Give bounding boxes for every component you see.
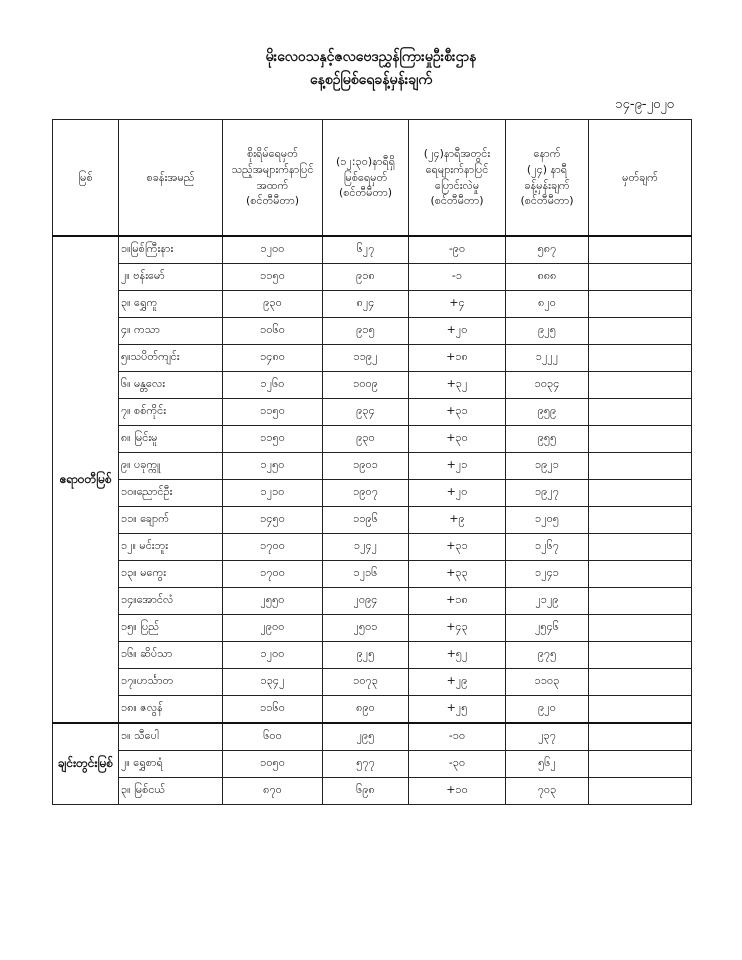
current-level-cell: ၉၁၅ <box>323 318 409 345</box>
forecast-cell: ၁၉၂၁ <box>506 453 589 480</box>
forecast-cell: ၅၈၇ <box>506 236 589 264</box>
station-name-cell: ၁၂။ မင်းဘူး <box>119 534 223 561</box>
danger-level-cell: ၉၃၀ <box>223 291 323 318</box>
header-line: နောက် <box>533 146 561 160</box>
current-level-cell: ၁၀၀၉ <box>323 372 409 399</box>
header-line: မှတ်ချက် <box>622 170 658 184</box>
danger-level-cell: ၂၉၀၀ <box>223 615 323 642</box>
forecast-cell: ၁၂၄၁ <box>506 561 589 588</box>
table-row <box>53 751 692 778</box>
table-row <box>53 291 692 318</box>
current-level-cell: ၁၁၉၂ <box>323 345 409 372</box>
station-name-cell: ၁၇။ဟင်္သာတ <box>119 669 223 696</box>
danger-level-cell: ၁၂၀၀ <box>223 642 323 669</box>
change-cell: +၃၃ <box>409 561 506 588</box>
station-name-cell: ၁၆။ ဆိပ်သာ <box>119 642 223 669</box>
danger-level-cell: ၁၀၆၀ <box>223 318 323 345</box>
danger-level-cell: ၁၃၄၂ <box>223 669 323 696</box>
forecast-cell: ၅၆၂ <box>506 751 589 778</box>
remark-cell <box>589 642 692 669</box>
station-name-cell: ၃။ ရွှေကူ <box>119 291 223 318</box>
forecast-cell: ၉၅၉ <box>506 399 589 426</box>
table-row <box>53 723 692 751</box>
header-remarks <box>589 120 692 237</box>
table-row <box>53 264 692 291</box>
change-cell: +၂၁ <box>409 453 506 480</box>
forecast-cell: ၂၁၂၉ <box>506 588 589 615</box>
header-line: (၁၂:၃၀)နာရီရှိ <box>335 154 396 168</box>
header-danger-level <box>223 120 323 237</box>
remark-cell <box>589 345 692 372</box>
station-name-cell: ၁။ သီပေါ <box>119 723 223 751</box>
table-row <box>53 696 692 724</box>
station-name-cell: ၈။ မြင်းမူ <box>119 426 223 453</box>
change-cell: +၂၉ <box>409 669 506 696</box>
forecast-cell: ၁၉၂၇ <box>506 480 589 507</box>
danger-level-cell: ၁၄၅၀ <box>223 507 323 534</box>
river-name-cell: ချင်းတွင်းမြစ် <box>53 723 119 805</box>
danger-level-cell: ၁၄၈၀ <box>223 345 323 372</box>
change-cell: +၄ <box>409 291 506 318</box>
change-cell: +၃၁ <box>409 534 506 561</box>
change-cell: +၄၃ <box>409 615 506 642</box>
remark-cell <box>589 778 692 805</box>
danger-level-cell: ၁၂၆၀ <box>223 372 323 399</box>
header-line: ပြောင်းလဲမှု <box>434 178 480 192</box>
header-line: စိုးရိမ်ရေမှတ် <box>247 146 298 160</box>
danger-level-cell: ၁၁၆၀ <box>223 696 323 724</box>
forecast-cell: ၉၇၅ <box>506 642 589 669</box>
station-name-cell: ၃။ မြစ်ငယ် <box>119 778 223 805</box>
current-level-cell: ၈၂၄ <box>323 291 409 318</box>
remark-cell <box>589 696 692 724</box>
header-line: အထက် <box>256 178 289 192</box>
header-station <box>119 120 223 237</box>
page-title: မိုးလေဝသနှင့်ဇလဗေဒညွှန်ကြားမှုဦးစီးဌာန <box>265 49 477 65</box>
forecast-cell: ၁၂၆၇ <box>506 534 589 561</box>
forecast-cell: ၉၅၅ <box>506 426 589 453</box>
station-name-cell: ၄။ ကသာ <box>119 318 223 345</box>
remark-cell <box>589 534 692 561</box>
current-level-cell: ၂၅၀၁ <box>323 615 409 642</box>
header-line: (စင်တီမီတာ) <box>245 194 300 208</box>
change-cell: +၃၂ <box>409 372 506 399</box>
remark-cell <box>589 480 692 507</box>
current-level-cell: ၆၂၇ <box>323 236 409 264</box>
change-cell: +၁၈ <box>409 588 506 615</box>
change-cell: +၉ <box>409 507 506 534</box>
forecast-cell: ၂၃၇ <box>506 723 589 751</box>
table-row <box>53 236 692 264</box>
change-cell: -၁၀ <box>409 723 506 751</box>
current-level-cell: ၈၉၀ <box>323 696 409 724</box>
forecast-cell: ၉၂၅ <box>506 318 589 345</box>
station-name-cell: ၁၀။ညောင်ဦး <box>119 480 223 507</box>
remark-cell <box>589 291 692 318</box>
table-row <box>53 507 692 534</box>
table-row <box>53 534 692 561</box>
danger-level-cell: ၁၂၅၀ <box>223 453 323 480</box>
change-cell: +၂၅ <box>409 696 506 724</box>
table-row <box>53 561 692 588</box>
forecast-cell: ၉၂၀ <box>506 696 589 724</box>
change-cell: -၁ <box>409 264 506 291</box>
header-line: မြစ် <box>78 170 93 184</box>
table-row <box>53 399 692 426</box>
station-name-cell: ၉။ ပခုက္ကူ <box>119 453 223 480</box>
station-name-cell: ၇။ စစ်ကိုင်း <box>119 399 223 426</box>
page-subtitle: နေ့စဉ်မြစ်ရေခန့်မှန်းချက် <box>309 72 433 88</box>
remark-cell <box>589 561 692 588</box>
remark-cell <box>589 723 692 751</box>
change-cell: -၉၀ <box>409 236 506 264</box>
danger-level-cell: ၁၇၀၀ <box>223 561 323 588</box>
table-row <box>53 778 692 805</box>
table-row <box>53 669 692 696</box>
station-name-cell: ၁၄။အောင်လံ <box>119 588 223 615</box>
header-change-24h <box>409 120 506 237</box>
header-line: ရေများက်နာပြင် <box>425 162 489 176</box>
danger-level-cell: ၁၁၅၀ <box>223 426 323 453</box>
current-level-cell: ၁၉၀၁ <box>323 453 409 480</box>
table-row <box>53 453 692 480</box>
river-name-cell: ဧရာဝတီမြစ် <box>53 236 119 723</box>
remark-cell <box>589 236 692 264</box>
header-line: (စင်တီမီတာ) <box>430 194 484 208</box>
table-row <box>53 615 692 642</box>
forecast-cell: ၁၂၂၂ <box>506 345 589 372</box>
station-name-cell: ၁၃။ မကွေး <box>119 561 223 588</box>
remark-cell <box>589 399 692 426</box>
header-line: မြစ်ရေမှတ် <box>343 170 388 184</box>
change-cell: +၁၈ <box>409 345 506 372</box>
danger-level-cell: ၁၂၀၀ <box>223 236 323 264</box>
current-level-cell: ၂၀၉၄ <box>323 588 409 615</box>
station-name-cell: ၁၅။ ပြည် <box>119 615 223 642</box>
danger-level-cell: ၁၇၀၀ <box>223 534 323 561</box>
danger-level-cell: ၁၂၁၀ <box>223 480 323 507</box>
table-row <box>53 372 692 399</box>
change-cell: +၁၀ <box>409 778 506 805</box>
change-cell: +၃၁ <box>409 399 506 426</box>
station-name-cell: ၆။ မန္တလေး <box>119 372 223 399</box>
danger-level-cell: ၁၁၅၀ <box>223 399 323 426</box>
forecast-cell: ၈၈၈ <box>506 264 589 291</box>
table-header-row <box>53 120 692 237</box>
forecast-cell: ၁၂၀၅ <box>506 507 589 534</box>
station-name-cell: ၁၁။ ချောက် <box>119 507 223 534</box>
header-line: (၂၄)နာရီအတွင်း <box>423 146 491 160</box>
remark-cell <box>589 318 692 345</box>
current-level-cell: ၉၂၅ <box>323 642 409 669</box>
header-line: (၂၄) နာရီ <box>526 162 568 176</box>
table-row <box>53 642 692 669</box>
current-level-cell: ၅၇၇ <box>323 751 409 778</box>
current-level-cell: ၁၉၀၇ <box>323 480 409 507</box>
danger-level-cell: ၁၁၅၀ <box>223 264 323 291</box>
header-current-level <box>323 120 409 237</box>
change-cell: +၂၀ <box>409 318 506 345</box>
current-level-cell: ၉၃၀ <box>323 426 409 453</box>
remark-cell <box>589 264 692 291</box>
current-level-cell: ၉၁၈ <box>323 264 409 291</box>
table-row <box>53 318 692 345</box>
forecast-cell: ၂၅၄၆ <box>506 615 589 642</box>
station-name-cell: ၁၈။ ဇလွန် <box>119 696 223 724</box>
danger-level-cell: ၈၇၀ <box>223 778 323 805</box>
header-line: သည့်အများက်နာပြင် <box>231 162 314 176</box>
report-date: ၁၄-၉-၂၀၂၀ <box>615 97 674 112</box>
header-line: ခန့်မှန်းချက် <box>524 178 570 192</box>
remark-cell <box>589 588 692 615</box>
remark-cell <box>589 751 692 778</box>
forecast-cell: ၁၀၃၄ <box>506 372 589 399</box>
table-row <box>53 588 692 615</box>
danger-level-cell: ၁၀၅၀ <box>223 751 323 778</box>
remark-cell <box>589 615 692 642</box>
forecast-cell: ၇၀၃ <box>506 778 589 805</box>
danger-level-cell: ၆၀၀ <box>223 723 323 751</box>
station-name-cell: ၅။သပိတ်ကျင်း <box>119 345 223 372</box>
header-line: စခန်းအမည် <box>146 170 195 184</box>
change-cell: +၅၂ <box>409 642 506 669</box>
remark-cell <box>589 426 692 453</box>
forecast-cell: ၁၁၀၃ <box>506 669 589 696</box>
current-level-cell: ၁၂၁၆ <box>323 561 409 588</box>
table-row <box>53 480 692 507</box>
remark-cell <box>589 669 692 696</box>
station-name-cell: ၂။ ဗန်းမော် <box>119 264 223 291</box>
forecast-cell: ၈၂၀ <box>506 291 589 318</box>
station-name-cell: ၁။မြစ်ကြီးနား <box>119 236 223 264</box>
current-level-cell: ၁၀၇၃ <box>323 669 409 696</box>
header-river <box>53 120 119 237</box>
remark-cell <box>589 372 692 399</box>
change-cell: +၃၀ <box>409 426 506 453</box>
remark-cell <box>589 453 692 480</box>
table-body <box>53 236 692 805</box>
header-forecast <box>506 120 589 237</box>
current-level-cell: ၂၉၅ <box>323 723 409 751</box>
danger-level-cell: ၂၅၅၀ <box>223 588 323 615</box>
river-level-table <box>52 119 692 805</box>
table-row <box>53 345 692 372</box>
current-level-cell: ၉၃၄ <box>323 399 409 426</box>
table-row <box>53 426 692 453</box>
current-level-cell: ၁၂၄၂ <box>323 534 409 561</box>
station-name-cell: ၂။ ရွှေစာရံ <box>119 751 223 778</box>
remark-cell <box>589 507 692 534</box>
header-line: (စင်တီမီတာ) <box>338 186 393 200</box>
current-level-cell: ၆၉၈ <box>323 778 409 805</box>
change-cell: -၃၀ <box>409 751 506 778</box>
header-line: (စင်တီမီတာ) <box>520 194 574 208</box>
change-cell: +၂၀ <box>409 480 506 507</box>
current-level-cell: ၁၁၉၆ <box>323 507 409 534</box>
